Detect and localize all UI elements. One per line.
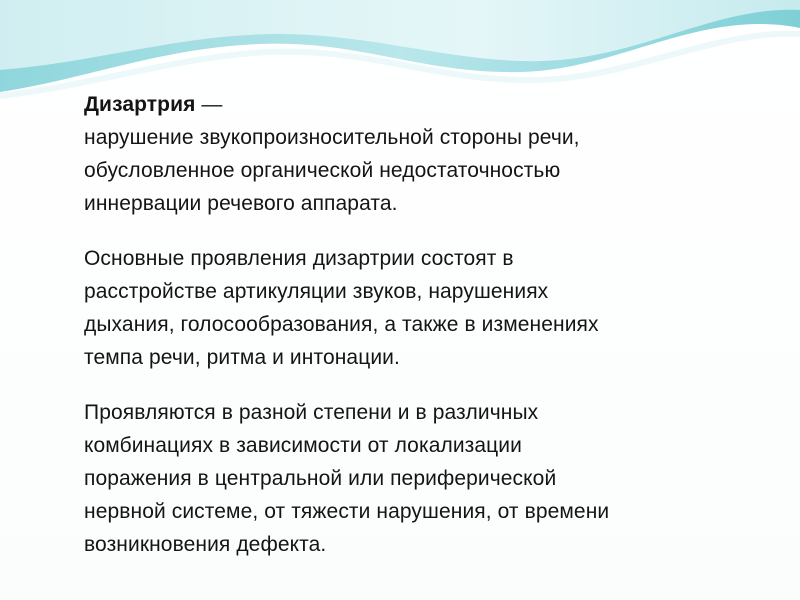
term-dash: — [195, 93, 223, 116]
paragraph3-line: Проявляются в разной степени и в различных [84, 401, 539, 424]
definition-heading [84, 88, 744, 121]
paragraph-gap [84, 374, 744, 396]
term: Дизартрия [84, 93, 196, 116]
paragraph3-line: нервной системе, от тяжести нарушения, от времени [84, 500, 610, 523]
paragraph2-line: Основные проявления дизартрии состоят в [84, 247, 514, 270]
paragraph2-line: дыхания, голосообразования, а также в изменениях [84, 313, 599, 336]
paragraph3-line: поражения в центральной или периферической [84, 467, 557, 490]
paragraph3-line: возникновения дефекта. [84, 533, 327, 556]
paragraph3-line: комбинациях в зависимости от локализации [84, 434, 522, 457]
definition-line: иннервации речевого аппарата. [84, 192, 398, 215]
paragraph2-line: темпа речи, ритма и интонации. [84, 346, 400, 369]
definition-line: нарушение звукопроизносительной стороны речи, [84, 126, 580, 149]
slide-text [84, 88, 744, 561]
paragraph-gap [84, 220, 744, 242]
paragraph2-line: расстройстве артикуляции звуков, нарушениях [84, 280, 549, 303]
definition-line: обусловленное органической недостаточностью [84, 159, 561, 182]
